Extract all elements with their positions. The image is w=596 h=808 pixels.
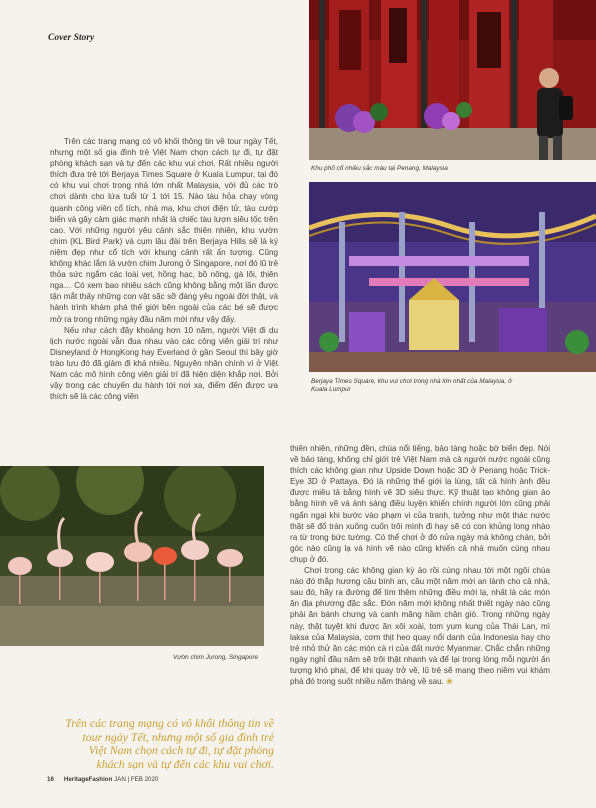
jurong-flamingo-image xyxy=(0,466,264,646)
pull-quote: Trên các trang mạng có vô khối thông tin về tour ngày Tết, nhưng một số gia đình trẻ Việt Nam chọn cách tự đi, tự đặt phòng khách sạn và tự đến các khu vui chơi. xyxy=(65,716,274,771)
article-column-left xyxy=(50,136,278,402)
penang-street-image xyxy=(309,0,596,160)
article-column-right xyxy=(290,443,550,687)
article-paragraph xyxy=(290,565,550,687)
article-paragraph-part: Nếu như cách đây khoảng hơn 10 năm, người Việt đi du lịch nước ngoài vẫn đua nhau vào các công viên giải trí như Disneyland ở HongKong hay Everland ở gần Seoul thì bây giờ trào lưu đó đã giảm đi khá nhiều. Nguyên nhân chính vì ở Việt Nam các mô hình công viên giải trí đã hiện diện khắp nơi. Bởi vậy trong các chuyến du hành tới nơi xa, điểm đến được ưa thích sẽ là các công viên xyxy=(50,325,278,402)
article-paragraph-text: Chơi trong các không gian kỳ ảo rồi cùng nhau tới một ngôi chùa nào đó thắp hương cầu bình an, cầu một năm mới an lành cho cả nhà, sau đó, hãy ra đường để tìm thêm những điều mới lạ, nhất là các món ăn địa phương đặc sắc. Đón năm mới không nhất thiết ngày nào cũng phải ăn bánh chưng và canh măng hầm chân giò. Trong những ngày này, thật tuyệt khi được ăn xôi xoài, tom yum kung của Thái Lan, mì laksa của Malaysia, cơm thịt heo quay nổi danh của Indonesia hay cho trẻ nhỏ thử ăn các món cà ri của đất nước Myanmar. Chắc chắn những ngày nghỉ đầu năm sẽ trôi thật nhanh và để lại trong lòng mỗi người ấn tượng khó phai, để khi quay trở về, lũ trẻ sẽ mang theo niềm vui khám phá đó trong suốt nhiều năm tháng về sau. xyxy=(290,566,550,686)
jurong-photo xyxy=(0,466,264,646)
berjaya-caption: Berjaya Times Square, khu vui chơi trong nhà lớn nhất của Malaysia, ở Kuala Lumpur xyxy=(311,378,512,394)
article-paragraph: Trên các trang mạng có vô khối thông tin về tour ngày Tết, nhưng một số gia đình trẻ Việt Nam chọn cách tự đi, tự đặt phòng khách sạn và tự đến các khu vui chơi. Rất nhiều người thích đưa trẻ tới Berjaya Times Square ở Kuala Lumpur, tại đó có khu vui chơi trong nhà lớn nhất Malaysia, với đủ các trò chơi dành cho lứa tuổi từ 1 tới 15. Nào tàu hỏa chạy vòng quanh công viên cổ tích, nhà ma, khu chơi điện tử, tàu cướp biển và gây cảm giác mạnh nhất là chiếc tàu lượn siêu tốc trên cao. Với những người yêu cảnh sắc thiên nhiên, khu vườn chim (KL Bird Park) và cụm lâu đài trên Berjaya Hills sẽ là ký niệm đẹp như cổ tích với khung cảnh rất ấn tượng. Cũng không khác lắm là vườn chim Jurong ở Singapore, nơi đó lũ trẻ thỏa sức ngắm các loài vẹt, hồng hạc, bồ nông, gà lôi, thiên nga… Có xem bao nhiêu sách cũng không bằng một lần được tận mắt thấy những con vật sặc sỡ đáng yêu ngoài đời thật, và hành trình khám phá thế giới bên ngoài của các bé sẽ được mở ra trong những ngày đầu năm mới như vậy đấy. xyxy=(50,137,278,324)
berjaya-photo xyxy=(309,182,596,372)
issue-date: JAN | FEB 2020 xyxy=(114,776,159,783)
penang-photo xyxy=(309,0,596,160)
magazine-name: HeritageFashion xyxy=(63,776,113,783)
jurong-caption: Vườn chim Jurong, Singapore xyxy=(173,654,259,661)
penang-caption: Khu phố cổ nhiều sắc màu tại Penang, Malaysia xyxy=(311,165,448,172)
lotus-icon: ❀ xyxy=(446,676,453,686)
page-number: 16 xyxy=(47,776,54,783)
article-paragraph-continuation: thiên nhiên, những đền, chùa nổi tiếng, bảo tàng hoặc bờ biển đẹp. Nói về bảo tàng, không chỉ giới trẻ Việt Nam mà cả người nước ngoài cũng thích các không gian như Upside Down hoặc 3D ở Penang hoặc Trick-Eye 3D ở Pattaya. Đó là những thế giới lạ lùng, tất cả hình ảnh đều được miêu tả bằng hình vẽ 3D siêu thực. Kỹ thuật tạo không gian ảo bằng hình vẽ và ánh sáng điều luyện khiến chính người lớn cũng phải ngẩn ngại khi bước vào phạm vi của tranh, tưởng như một thác nước thật sẽ đổ tràn xuống cuốn trôi mình đi hay sẽ có con khủng long nhào ra từ trong bức tường. Có thể chơi ở đó nửa ngày mà không chán, bởi góc nào cũng lạ và hình vẽ nào cũng khiến cả nhà muốn cùng nhau chụp ở đó. xyxy=(290,444,550,564)
section-label: Cover Story xyxy=(48,33,95,43)
page-footer xyxy=(47,776,158,783)
berjaya-theme-park-image xyxy=(309,182,596,372)
